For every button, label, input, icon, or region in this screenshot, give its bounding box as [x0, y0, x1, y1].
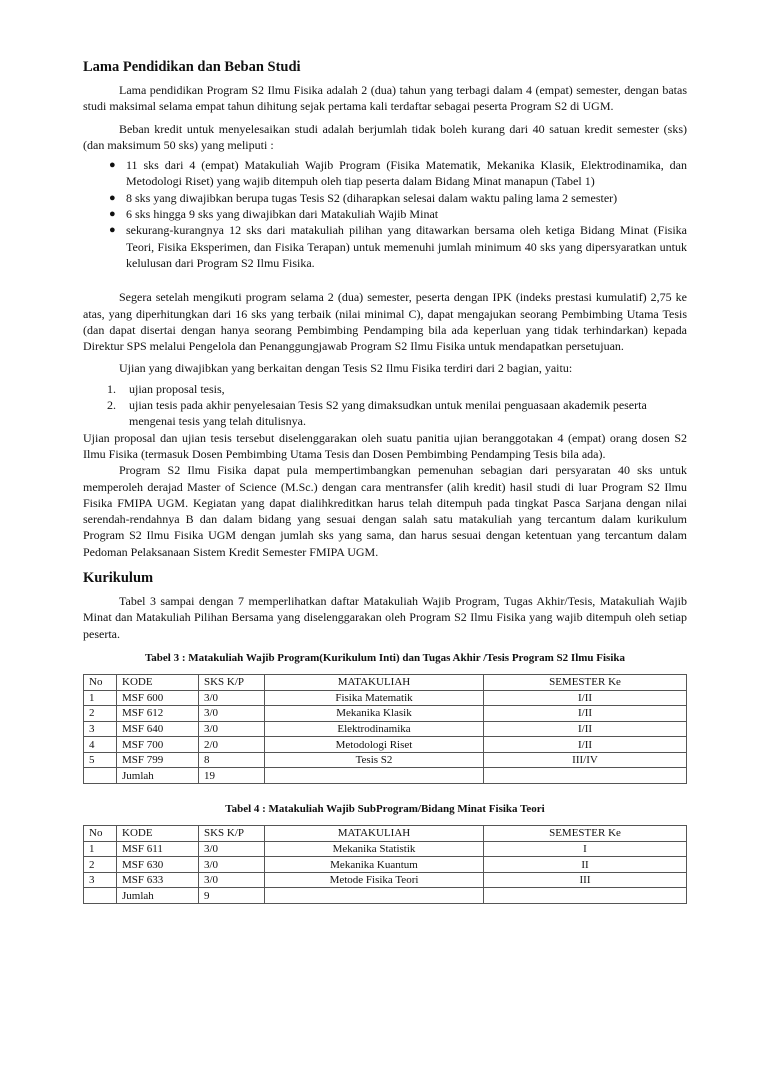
- paragraph-kurikulum: Tabel 3 sampai dengan 7 memperlihatkan daftar Matakuliah Wajib Program, Tugas Akhir/Tesis, Matakuliah Wajib Minat dan Matakuliah Pilihan Bersama yang diselenggarakan oleh Program S2 Ilmu Fisika yang wajib ditempuh oleh setiap peserta.: [83, 594, 687, 641]
- table-cell: I/II: [484, 737, 687, 753]
- table-cell: 8: [199, 752, 265, 768]
- table-cell: MSF 799: [117, 752, 199, 768]
- table-cell: 19: [199, 768, 265, 784]
- table-cell: 2: [84, 857, 117, 873]
- list-number: 1.: [107, 381, 116, 396]
- table-cell: 4: [84, 737, 117, 753]
- table-cell: 3/0: [199, 841, 265, 857]
- paragraph-panitia-ujian: Ujian proposal dan ujian tesis tersebut diselenggarakan oleh suatu panitia ujian beranggotakan 4 (empat) orang dosen S2 Ilmu Fisika (termasuk Dosen Pembimbing Utama Tesis dan Dosen Pembimbing Pendamping Tesis bila ada).: [83, 430, 687, 461]
- column-header: SKS K/P: [199, 826, 265, 842]
- table-cell: 9: [199, 888, 265, 904]
- section-heading-lama-pendidikan: Lama Pendidikan dan Beban Studi: [83, 59, 301, 75]
- table-matakuliah-wajib-program: [83, 674, 687, 784]
- table-cell: 2/0: [199, 737, 265, 753]
- table-cell: 5: [84, 752, 117, 768]
- document-page: [83, 58, 687, 904]
- table-cell: [84, 888, 117, 904]
- table-cell: III/IV: [484, 752, 687, 768]
- table-cell: I/II: [484, 721, 687, 737]
- table-row: [84, 768, 687, 784]
- paragraph-beban-kredit: Beban kredit untuk menyelesaikan studi adalah berjumlah tidak boleh kurang dari 40 satuan kredit semester (sks) (dan maksimum 50 sks) yang meliputi :: [83, 121, 687, 152]
- table-cell: Metodologi Riset: [265, 737, 484, 753]
- table-row: [84, 737, 687, 753]
- table-cell: [484, 768, 687, 784]
- table-row: [84, 857, 687, 873]
- table-cell: Jumlah: [117, 768, 199, 784]
- table-cell: Elektrodinamika: [265, 721, 484, 737]
- column-header: MATAKULIAH: [265, 674, 484, 690]
- table-caption: Tabel 3 : Matakuliah Wajib Program(Kurikulum Inti) dan Tugas Akhir /Tesis Program S2 Ilmu Fisika: [144, 651, 626, 664]
- list-item: ● sekurang-kurangnya 12 sks dari matakuliah pilihan yang ditawarkan bersama oleh ketiga Bidang Minat (Fisika Teori, Fisika Eksperimen, dan Fisika Terapan) untuk memenuhi jumlah minimum 40 sks yang dipersyaratkan untuk kelulusan dari Program S2 Ilmu Fisika.: [126, 222, 687, 271]
- table-cell: Jumlah: [117, 888, 199, 904]
- list-item: [107, 381, 687, 397]
- table-cell: 1: [84, 841, 117, 857]
- column-header: SEMESTER Ke: [484, 674, 687, 690]
- column-header: SEMESTER Ke: [484, 826, 687, 842]
- table-row: [84, 690, 687, 706]
- table-cell: MSF 633: [117, 872, 199, 888]
- table-cell: [265, 768, 484, 784]
- table-cell: I/II: [484, 690, 687, 706]
- table-cell: II: [484, 857, 687, 873]
- column-header: SKS K/P: [199, 674, 265, 690]
- table-cell: MSF 611: [117, 841, 199, 857]
- table-cell: Mekanika Klasik: [265, 706, 484, 722]
- beban-studi-list: [83, 157, 687, 271]
- section-heading-kurikulum: Kurikulum: [83, 570, 154, 587]
- table-row: [84, 706, 687, 722]
- column-header: KODE: [117, 826, 199, 842]
- list-item: ● 8 sks yang diwajibkan berupa tugas Tesis S2 (diharapkan selesai dalam waktu paling lama 2 semester): [126, 190, 687, 206]
- table-cell: 3: [84, 721, 117, 737]
- table-cell: MSF 640: [117, 721, 199, 737]
- table-header-row: [84, 826, 687, 842]
- table-cell: MSF 700: [117, 737, 199, 753]
- list-item: [107, 397, 687, 430]
- table-row: [84, 841, 687, 857]
- table-cell: 3/0: [199, 721, 265, 737]
- table-cell: I/II: [484, 706, 687, 722]
- table-cell: 3: [84, 872, 117, 888]
- paragraph-alih-kredit: Program S2 Ilmu Fisika dapat pula mempertimbangkan pemenuhan sebagian dari persyaratan 40 sks untuk memperoleh derajad Master of Science (M.Sc.) dengan cara mentransfer (alih kredit) hasil studi di luar Program S2 Ilmu Fisika FMIPA UGM. Kegiatan yang dapat dialihkreditkan harus telah ditempuh pada tingkat Pasca Sarjana dengan nilai serendah-rendahnya B dan dalam bidang yang sesuai dengan salah satu matakuliah yang tercantum dalam kurikulum Program S2 Ilmu Fisika UGM dengan jumlah sks yang sama, dan harus sesuai dengan ketentuan yang tercantum dalam Pedoman Pelaksanaan Sistem Kredit Semester FMIPA UGM.: [83, 463, 687, 559]
- table-cell: 1: [84, 690, 117, 706]
- table-cell: [265, 888, 484, 904]
- table-row: [84, 721, 687, 737]
- table-header-row: [84, 674, 687, 690]
- table-row: [84, 752, 687, 768]
- table-cell: 3/0: [199, 706, 265, 722]
- list-item: ● 6 sks hingga 9 sks yang diwajibkan dari Matakuliah Wajib Minat: [126, 206, 687, 222]
- table-matakuliah-wajib-minat: [83, 825, 687, 904]
- table-cell: Mekanika Kuantum: [265, 857, 484, 873]
- list-item-text: ujian proposal tesis,: [129, 381, 225, 396]
- table-cell: Metode Fisika Teori: [265, 872, 484, 888]
- table-cell: MSF 612: [117, 706, 199, 722]
- table-caption: Tabel 4 : Matakuliah Wajib SubProgram/Bidang Minat Fisika Teori: [225, 803, 545, 816]
- list-number: 2.: [107, 398, 116, 413]
- table-cell: 3/0: [199, 872, 265, 888]
- table-cell: Mekanika Statistik: [265, 841, 484, 857]
- table-cell: MSF 630: [117, 857, 199, 873]
- table-row: [84, 888, 687, 904]
- column-header: No: [84, 674, 117, 690]
- table-row: [84, 872, 687, 888]
- paragraph-lama-pendidikan: Lama pendidikan Program S2 Ilmu Fisika adalah 2 (dua) tahun yang terbagi dalam 4 (empat) semester, dengan batas studi maksimal selama empat tahun dihitung sejak pertama kali terdaftar sebagai peserta Program S2 di UGM.: [83, 83, 687, 114]
- paragraph-pembimbing: Segera setelah mengikuti program selama 2 (dua) semester, peserta dengan IPK (indeks prestasi kumulatif) 2,75 ke atas, yang diperhitungkan dari 16 sks yang terbaik (nilai minimal C), dapat mengajukan seorang Pembimbing Utama Tesis (dan dapat disertai dengan hanya seorang Pembimbing Pendamping bila ada keperluan yang tidak terhindarkan) kepada Direktur SPS melalui Pengelola dan Penanggungjawab Program S2 Ilmu Fisika untuk mendapatkan persetujuan.: [83, 290, 687, 354]
- list-item-text: ujian tesis pada akhir penyelesaian Tesis S2 yang dimaksudkan untuk menilai penguasaan akademik peserta mengenai tesis yang telah ditulisnya.: [129, 398, 647, 429]
- table-cell: [84, 768, 117, 784]
- table-cell: 3/0: [199, 690, 265, 706]
- table-cell: III: [484, 872, 687, 888]
- list-item: ● 11 sks dari 4 (empat) Matakuliah Wajib Program (Fisika Matematik, Mekanika Klasik, Elektrodinamika, dan Metodologi Riset) yang wajib ditempuh oleh tiap peserta dalam Bidang Minat manapun (Tabel 1): [126, 157, 687, 190]
- table-cell: 3/0: [199, 857, 265, 873]
- column-header: KODE: [117, 674, 199, 690]
- table-cell: Tesis S2: [265, 752, 484, 768]
- table-cell: 2: [84, 706, 117, 722]
- table-cell: Fisika Matematik: [265, 690, 484, 706]
- column-header: No: [84, 826, 117, 842]
- table-cell: [484, 888, 687, 904]
- table-cell: MSF 600: [117, 690, 199, 706]
- ujian-list: [83, 381, 687, 430]
- paragraph-ujian: Ujian yang diwajibkan yang berkaitan dengan Tesis S2 Ilmu Fisika terdiri dari 2 bagian, yaitu:: [119, 361, 573, 376]
- column-header: MATAKULIAH: [265, 826, 484, 842]
- table-cell: I: [484, 841, 687, 857]
